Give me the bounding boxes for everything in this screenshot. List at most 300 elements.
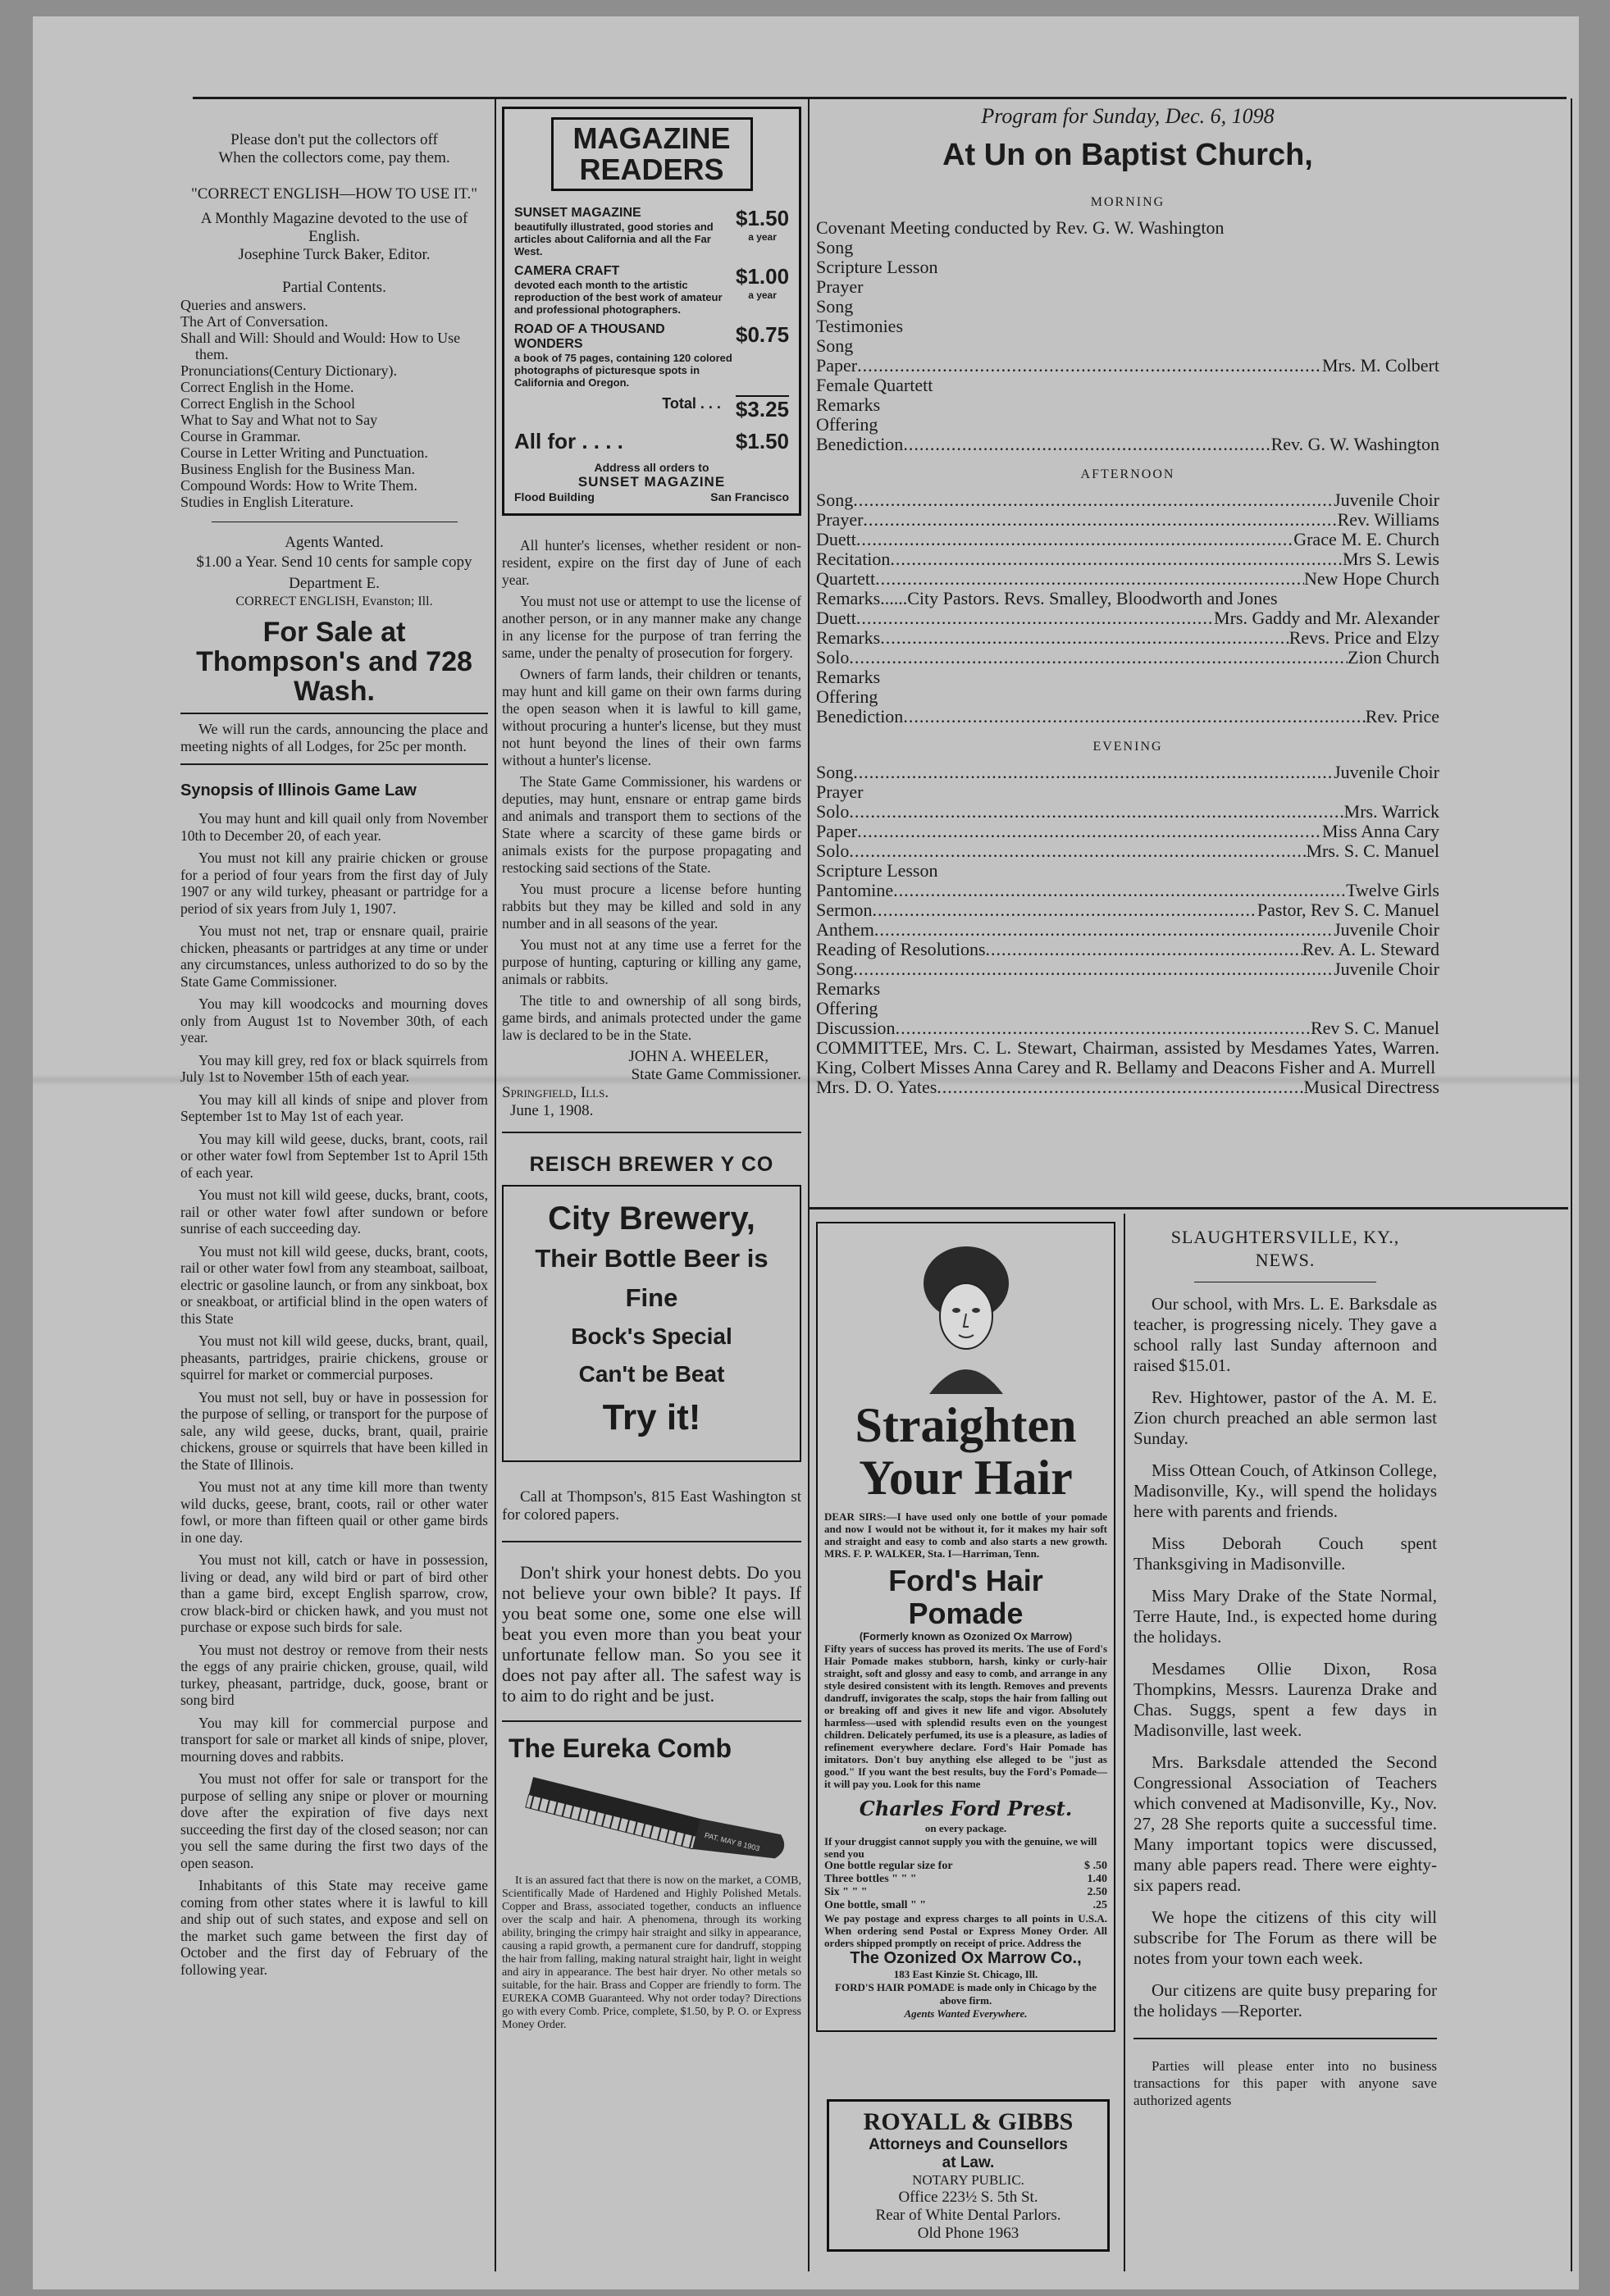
- program-row: [816, 569, 1439, 589]
- woman-portrait-icon: [913, 1238, 1019, 1394]
- news-paragraph: Rev. Hightower, pastor of the A. M. E. Zion church preached an able sermon last Sunday.: [1133, 1387, 1437, 1448]
- column-rule-3: [1124, 1214, 1125, 2271]
- royall-line-3: NOTARY PUBLIC.: [912, 2172, 1024, 2188]
- program-performer: Juvenile Choir: [1334, 959, 1439, 979]
- woman-portrait: [824, 1230, 1107, 1394]
- program-dateline: Program for Sunday, Dec. 6, 1098: [981, 104, 1275, 128]
- department: Department E.: [289, 575, 380, 592]
- license-paragraph: You must not use or attempt to use the license of another person, or in any manner make any change in any license for the purpose of tran ferring the same, under the penalty of prosecution for forgery.: [502, 593, 801, 661]
- contents-item: Course in Letter Writing and Punctuation.: [180, 444, 428, 461]
- hair-signature: Charles Ford Prest.: [859, 1797, 1073, 1820]
- leader-dots: [863, 510, 1337, 530]
- program-title: At Un on Baptist Church,: [942, 138, 1313, 172]
- program-performer: Rev. G. W. Washington: [1270, 434, 1439, 454]
- correct-english-desc: A Monthly Magazine devoted to the use of English.: [200, 210, 468, 245]
- license-paragraphs: [502, 537, 801, 1044]
- program-row: [816, 822, 1439, 841]
- program-performer: Mrs S. Lewis: [1343, 549, 1439, 569]
- program-item: Remarks: [816, 667, 881, 687]
- program-row: [816, 959, 1439, 979]
- leader-dots: [880, 628, 1289, 648]
- program-performer: Zion Church: [1348, 647, 1439, 667]
- correct-english-editor: Josephine Turck Baker, Editor.: [238, 246, 431, 263]
- program-performer: Mrs. S. C. Manuel: [1306, 840, 1439, 861]
- address-name: SUNSET MAGAZINE: [577, 474, 726, 490]
- leader-dots: [853, 959, 1334, 979]
- leader-dots: [896, 1018, 1311, 1038]
- magazine-item-name: CAMERA CRAFT: [514, 264, 620, 278]
- magazine-item-price: [736, 264, 789, 301]
- program-row: [816, 257, 1439, 277]
- magazine-item: [514, 206, 789, 257]
- agents-wanted: Agents Wanted.: [285, 534, 384, 551]
- hair-price-value: $ .50: [1084, 1860, 1107, 1872]
- leader-dots: [849, 841, 1306, 861]
- hair-price-value: .25: [1092, 1899, 1107, 1911]
- divider: [180, 763, 488, 765]
- program-performer: Grace M. E. Church: [1293, 529, 1439, 549]
- program-item: Prayer: [816, 781, 864, 802]
- committee: COMMITTEE, Mrs. C. L. Stewart, Chairman, assisted by Mesdames Yates, Warren. King, Colbert Misses Anna Carey and R. Bellamy and Deacons Fisher and A. Murrell: [816, 1037, 1439, 1077]
- leader-dots: [893, 881, 1346, 900]
- news-paragraph: Miss Deborah Couch spent Thanksgiving in Madisonville.: [1133, 1533, 1437, 1574]
- program-row: [816, 490, 1439, 510]
- program-performer: Rev S. C. Manuel: [1310, 1018, 1439, 1038]
- hair-price-label: One bottle, small " ": [824, 1899, 927, 1911]
- program-performer: Juvenile Choir: [1334, 919, 1439, 940]
- magazine-item: [514, 264, 789, 316]
- parties-notice: Parties will please enter into no business transactions for this paper with anyone save authorized agents: [1133, 2058, 1437, 2108]
- game-law-paragraph: You may kill for commercial purpose and transport for sale or market all kinds of snipe, plover, mourning doves and rabbits.: [180, 1714, 488, 1765]
- game-law-paragraph: You may kill woodcocks and mourning doves only from August 1st to November 30th, of each year.: [180, 995, 488, 1046]
- brewer-heading: REISCH BREWER Y CO: [529, 1153, 774, 1176]
- contents-item: The Art of Conversation.: [180, 313, 328, 330]
- program-row: [816, 782, 1439, 802]
- program-row: [816, 336, 1439, 356]
- program-row: [816, 1018, 1439, 1038]
- program-performer: Rev. Williams: [1337, 509, 1439, 530]
- program-performer: Pastor, Rev S. C. Manuel: [1257, 900, 1439, 920]
- program-item: Solo: [816, 647, 850, 667]
- lodge-cards-note: We will run the cards, announcing the place and meeting nights of all Lodges, for 25c per month.: [180, 721, 488, 754]
- hair-product-1: Ford's Hair: [888, 1564, 1043, 1597]
- divider: [502, 1720, 801, 1722]
- leader-dots: [875, 569, 1304, 589]
- program-row: [816, 687, 1439, 707]
- leader-dots: [903, 707, 1365, 727]
- news-paragraph: We hope the citizens of this city will subscribe for The Forum as there will be notes from your town each week.: [1133, 1907, 1437, 1968]
- program-performer: Revs. Price and Elzy: [1288, 627, 1439, 648]
- game-law-paragraph: Inhabitants of this State may receive game coming from other states where it is lawful to kill and ship out of such states, and expose and sell on the market such game between the first day of October and the first day of February of the following year.: [180, 1877, 488, 1978]
- hair-price-label: One bottle regular size for: [824, 1860, 953, 1872]
- magazine-readers-ad: [502, 107, 801, 516]
- news-paragraph: Miss Mary Drake of the State Normal, Terre Haute, Ind., is expected home during the holidays.: [1133, 1586, 1437, 1647]
- program-performer: Rev. Price: [1365, 706, 1439, 727]
- leader-dots: [857, 356, 1322, 376]
- contents-item: Studies in English Literature.: [180, 494, 353, 510]
- program-row: [816, 238, 1439, 257]
- game-law-title: Synopsis of Illinois Game Law: [180, 781, 417, 800]
- directress-row: [816, 1077, 1439, 1097]
- debts-note: Don't shirk your honest debts. Do you not believe your own bible? It pays. If you beat some one, some one else will beat you even more than you beat your unfortunate fellow man. So you see it does not pay after all. The safest way is to aim to do right and be just.: [502, 1562, 801, 1706]
- program-item: Song: [816, 335, 854, 356]
- contents-item: Business English for the Business Man.: [180, 461, 415, 477]
- game-law-paragraph: You must not kill wild geese, ducks, brant, coots, rail or other water fowl from any steamboat, sailboat, electric or gasoline launch, or from any sinkboat, box or sneakboat, or artificial blind in the open waters of this State: [180, 1242, 488, 1327]
- game-law-body: [180, 810, 488, 1978]
- hair-product-2: Pomade: [908, 1597, 1024, 1630]
- page-edge-rule: [1571, 98, 1572, 2271]
- program-item: Prayer: [816, 509, 864, 530]
- hair-headline-1: Straighten: [855, 1398, 1077, 1452]
- leader-dots: [853, 763, 1334, 782]
- program-row: [816, 277, 1439, 297]
- hair-druggist: If your druggist cannot supply you with the genuine, we will send you: [824, 1835, 1097, 1860]
- license-paragraph: The State Game Commissioner, his wardens or deputies, may hunt, ensnare or entrap game birds and animals and transport them to sections of the State where a scarcity of these game birds or animals exists for the purpose propagating and restocking said sections of the State.: [502, 773, 801, 876]
- program-item: Remarks: [816, 627, 881, 648]
- divider: [502, 1541, 801, 1542]
- brew-line-1: City Brewery,: [548, 1200, 755, 1237]
- brew-line-3: Bock's Special: [571, 1323, 732, 1349]
- program-row: [816, 802, 1439, 822]
- morning-label: MORNING: [1090, 195, 1165, 209]
- program-performer: Rev. A. L. Steward: [1302, 939, 1439, 959]
- program-item: Scripture Lesson: [816, 860, 938, 881]
- program-performer: Mrs. Warrick: [1343, 801, 1439, 822]
- price-unit: a year: [748, 231, 777, 243]
- program-row: [816, 628, 1439, 648]
- total-price: $3.25: [735, 397, 789, 421]
- price-value: $1.50: [736, 206, 790, 230]
- game-law-paragraph: You may kill grey, red fox or black squirrels from July 1st to November 15th of each year.: [180, 1051, 488, 1085]
- magazine-item-name: ROAD OF A THOUSAND WONDERS: [514, 322, 665, 351]
- program-row: [816, 920, 1439, 940]
- hair-pomade-ad: [816, 1222, 1115, 2032]
- magazine-title-1: MAGAZINE: [572, 121, 731, 155]
- license-paragraph: You must not at any time use a ferret for the purpose of hunting, capturing or killing any game, animals or rabbits.: [502, 936, 801, 987]
- program-row: [816, 608, 1439, 628]
- program-item: Testimonies: [816, 316, 904, 336]
- signer-title: State Game Commissioner.: [631, 1066, 801, 1083]
- newspaper-page: [33, 16, 1579, 2289]
- column-rule-1: [495, 98, 496, 2271]
- address-right: San Francisco: [710, 490, 789, 503]
- hair-on-package: on every package.: [924, 1822, 1007, 1834]
- program-row: [816, 940, 1439, 959]
- leader-dots: [986, 940, 1302, 959]
- column-1: [180, 131, 488, 1984]
- hair-agents: Agents Wanted Everywhere.: [904, 2007, 1028, 2020]
- program-item: Paper: [816, 821, 858, 841]
- game-law-paragraph: You must not kill wild geese, ducks, brant, coots, rail or other water fowl after sundown or before sunrise of each succeeding day.: [180, 1187, 488, 1237]
- program-item: Song: [816, 490, 854, 510]
- column-rule-2: [808, 98, 810, 2271]
- game-law-paragraph: You must not sell, buy or have in possession for the purpose of selling, or transport for the purpose of sale, any wild geese, ducks, brant, quail, prairie chickens, grouse or squirrels that have been killed in the State of Illinois.: [180, 1388, 488, 1473]
- program-row: [816, 999, 1439, 1018]
- royall-gibbs-ad: [827, 2099, 1110, 2252]
- partial-contents-heading: Partial Contents.: [282, 279, 386, 296]
- program-item: Quartett: [816, 568, 876, 589]
- program-item: Covenant Meeting conducted by Rev. G. W. Washington: [816, 217, 1225, 238]
- program-item: Female Quartett: [816, 375, 933, 395]
- all-for-label: All for . . . .: [514, 429, 623, 453]
- contents-item: Course in Grammar.: [180, 428, 301, 444]
- magazine-item-desc: a book of 75 pages, containing 120 colored photographs of picturesque spots in California and Oregon.: [514, 352, 732, 389]
- contents-item: Shall and Will: Should and Would: How to Use them.: [180, 330, 461, 362]
- program-item: Remarks: [816, 978, 881, 999]
- contents-item: Compound Words: How to Write Them.: [180, 477, 417, 494]
- contents-list: [180, 297, 488, 510]
- for-sale-heading: For Sale at Thompson's and 728 Wash.: [196, 617, 472, 707]
- hair-made-in: FORD'S HAIR POMADE is made only in Chicago by the above firm.: [835, 1981, 1097, 2007]
- leader-dots: [872, 900, 1257, 920]
- all-for-price: $1.50: [735, 429, 789, 453]
- brew-line-2: Their Bottle Beer is Fine: [535, 1244, 769, 1312]
- leader-dots: [849, 802, 1343, 822]
- program-row: [816, 979, 1439, 999]
- program-row: [816, 415, 1439, 435]
- news-paragraph: Mrs. Barksdale attended the Second Congressional Association of Teachers which convened at Madisonville, Ky., Nov. 27, 28 She reports quite a successful time. Many important topics were discussed, many able papers read. There were eighty-six papers read.: [1133, 1752, 1437, 1895]
- program-performer: Twelve Girls: [1346, 880, 1439, 900]
- magazine-title-2: READERS: [579, 153, 724, 186]
- game-law-paragraph: You may hunt and kill quail only from November 10th to December 20, of each year.: [180, 810, 488, 844]
- license-paragraph: The title to and ownership of all song birds, game birds, and animals protected under the game law is declared to be in the State.: [502, 992, 801, 1043]
- afternoon-label: AFTERNOON: [1080, 467, 1175, 481]
- contents-item: Queries and answers.: [180, 297, 307, 313]
- slaughtersville-title-2: NEWS.: [1255, 1250, 1316, 1270]
- leader-dots: [903, 435, 1270, 454]
- collector-note-2: When the collectors come, pay them.: [218, 149, 450, 166]
- hair-testimonial: DEAR SIRS:—I have used only one bottle of your pomade and now I would not be without it, for it makes my hair soft and straight and easy to comb and also starts a new growth. MRS. F. P. WALKER, Sta. I—Harriman, Tenn.: [824, 1510, 1107, 1560]
- program-row: [816, 707, 1439, 727]
- brewery-ad: [502, 1185, 801, 1462]
- price-value: $1.00: [736, 264, 790, 289]
- program-item: Benediction: [816, 706, 904, 727]
- signer-place: Springfield, Ills.: [502, 1084, 609, 1101]
- eureka-title: The Eureka Comb: [509, 1733, 732, 1763]
- correct-english-address: CORRECT ENGLISH, Evanston; Ill.: [235, 594, 433, 608]
- hair-prices: [824, 1860, 1107, 1912]
- magazine-item-desc: beautifully illustrated, good stories and articles about California and all the Far West.: [514, 221, 714, 257]
- program-item: Remarks: [816, 394, 881, 415]
- program-item: Song: [816, 959, 854, 979]
- magazine-item-desc: devoted each month to the artistic reproduction of the best work of amateur and professional photographers.: [514, 279, 723, 316]
- game-law-paragraph: You must not kill, catch or have in possession, living or dead, any wild bird or part of bird other than a game bird, except English sparrow, crow, crow black-bird or chicken hawk, and you must not purchase or expose such birds for sale.: [180, 1551, 488, 1635]
- comb-label: PAT. MAY 8 1903: [703, 1830, 761, 1853]
- program-item: Sermon: [816, 900, 873, 920]
- program-row: [816, 510, 1439, 530]
- license-paragraph: Owners of farm lands, their children or tenants, may hunt and kill game on their own farms during the open season when it is lawful to kill game, without procuring a hunter's license, but they must not hunt beyond the lines of their own farms without a hunter's license.: [502, 666, 801, 768]
- program-item: Recitation: [816, 549, 891, 569]
- program-item: Offering: [816, 414, 878, 435]
- program-item: Paper: [816, 355, 858, 376]
- magazine-item-name: SUNSET MAGAZINE: [514, 206, 641, 220]
- program-row: [816, 317, 1439, 336]
- program-item: Reading of Resolutions: [816, 939, 986, 959]
- program-row: [816, 881, 1439, 900]
- news-paragraph: Miss Ottean Couch, of Atkinson College, Madisonville, Ky., will spend the holidays here with parents and friends.: [1133, 1460, 1437, 1521]
- game-law-paragraph: You must not destroy or remove from their nests the eggs of any prairie chicken, grouse, quail, wild turkey, pheasant, partridge, duck, goose, brant or song bird: [180, 1641, 488, 1708]
- slaughtersville-news: [1133, 1226, 1437, 2109]
- program-item: Prayer: [816, 276, 864, 297]
- slaughtersville-title-1: SLAUGHTERSVILLE, KY.,: [1170, 1227, 1400, 1247]
- magazine-item-text: [514, 322, 736, 389]
- program-row: [816, 589, 1439, 608]
- program-row: [816, 549, 1439, 569]
- program-row: [816, 861, 1439, 881]
- game-law-paragraph: You must not kill any prairie chicken or grouse for a period of four years from the first day of July 1907 or any wild turkey, pheasant or partridge for a period of six years from July 1, 1907.: [180, 850, 488, 917]
- news-paragraph: Our citizens are quite busy preparing for the holidays —Reporter.: [1133, 1980, 1437, 2020]
- program-row: [816, 530, 1439, 549]
- news-paragraph: Our school, with Mrs. L. E. Barksdale as teacher, is progressing nicely. They gave a school rally last Sunday afternoon and raised $15.01.: [1133, 1294, 1437, 1375]
- signer-date: June 1, 1908.: [510, 1102, 594, 1119]
- morning-list: [816, 218, 1439, 454]
- directress-role: Musical Directress: [1303, 1077, 1439, 1097]
- leader-dots: [857, 822, 1322, 841]
- program-row: [816, 395, 1439, 415]
- hair-price-label: Three bottles " " ": [824, 1873, 917, 1885]
- hair-price-value: 2.50: [1087, 1886, 1107, 1898]
- game-law-paragraph: You may kill all kinds of snipe and plover from September 1st to May 1st of each year.: [180, 1091, 488, 1124]
- brew-line-4: Can't be Beat: [578, 1361, 725, 1387]
- hair-price-row: [824, 1860, 1107, 1873]
- royall-line-1: Attorneys and Counsellors: [869, 2136, 1068, 2153]
- divider: [180, 713, 488, 714]
- hair-price-row: [824, 1899, 1107, 1912]
- divider: [1133, 2038, 1437, 2039]
- subscription-price: $1.00 a Year. Send 10 cents for sample copy: [196, 554, 472, 571]
- comb-illustration: [502, 1770, 801, 1868]
- evening-list: [816, 763, 1439, 1038]
- church-program: [816, 105, 1439, 1097]
- hair-price-value: 1.40: [1087, 1873, 1107, 1885]
- game-law-paragraph: You must not net, trap or ensnare quail, prairie chicken, pheasants or partridges at any time or under any circumstances, unless authorized to do so by the State Game Commissioner.: [180, 922, 488, 990]
- game-law-paragraph: You must not offer for sale or transport for the purpose of selling any snipe or plover or mourning dove after the expiration of five days next succeeding the first day of the closed season; nor can you sell the same during the first two days of the open season.: [180, 1770, 488, 1871]
- magazine-item: [514, 322, 789, 389]
- price-unit: a year: [748, 289, 777, 301]
- leader-dots: [890, 549, 1343, 569]
- program-item: Offering: [816, 686, 878, 707]
- divider: [502, 1132, 801, 1133]
- royall-line-5: Rear of White Dental Parlors.: [875, 2207, 1061, 2224]
- program-performer: New Hope Church: [1304, 568, 1439, 589]
- brew-line-5: Try it!: [602, 1397, 701, 1437]
- royall-line-2: at Law.: [942, 2154, 995, 2171]
- game-law-paragraph: You must not kill wild geese, ducks, brant, quail, pheasants, partridges, prairie chickens, grouse or squirrel for market or commercial purposes.: [180, 1332, 488, 1383]
- hair-price-row: [824, 1886, 1107, 1899]
- total-label: Total . . .: [662, 395, 721, 412]
- program-performer: Juvenile Choir: [1334, 762, 1439, 782]
- hair-company-address: 183 East Kinzie St. Chicago, Ill.: [893, 1968, 1038, 1980]
- directress-name: Mrs. D. O. Yates: [816, 1077, 937, 1097]
- program-performer: Mrs. Gaddy and Mr. Alexander: [1214, 608, 1439, 628]
- leader-dots: [856, 530, 1293, 549]
- program-item: Pantomine: [816, 880, 894, 900]
- hair-price-label: Six " " ": [824, 1886, 868, 1898]
- program-item: Solo: [816, 801, 850, 822]
- leader-dots: [849, 648, 1348, 667]
- program-item: Discussion: [816, 1018, 896, 1038]
- hair-headline-2: Your Hair: [859, 1451, 1073, 1505]
- royall-line-6: Old Phone 1963: [917, 2225, 1019, 2242]
- game-law-paragraph: You must not at any time kill more than twenty wild ducks, geese, brant, coots, rail or other water fowl, or more than fifteen quail or other game birds in one day.: [180, 1478, 488, 1546]
- address-line: Address all orders to: [594, 461, 709, 474]
- program-item: Song: [816, 237, 854, 257]
- slaughtersville-paragraphs: [1133, 1294, 1437, 2021]
- magazine-item-text: [514, 206, 736, 257]
- magazine-item-text: [514, 264, 736, 316]
- program-item: Song: [816, 296, 854, 317]
- signer-name: JOHN A. WHEELER,: [628, 1048, 769, 1065]
- news-paragraph: Mesdames Ollie Dixon, Rosa Thompkins, Messrs. Laurenza Drake and Chas. Suggs, spent a few days in Madisonville, last week.: [1133, 1659, 1437, 1740]
- leader-dots: [853, 490, 1334, 510]
- program-row: [816, 356, 1439, 376]
- license-paragraph: All hunter's licenses, whether resident or non-resident, expire on the first day of June of each year.: [502, 537, 801, 588]
- program-row: [816, 297, 1439, 317]
- program-item: Duett: [816, 529, 856, 549]
- program-item: Remarks......City Pastors. Revs. Smalley, Bloodworth and Jones: [816, 588, 1278, 608]
- magazine-item-price: [736, 206, 789, 243]
- program-row: [816, 763, 1439, 782]
- contents-item: Correct English in the Home.: [180, 379, 354, 395]
- price-value: $0.75: [736, 322, 790, 347]
- program-bottom-rule: [810, 1207, 1568, 1210]
- program-row: [816, 667, 1439, 687]
- program-row: [816, 900, 1439, 920]
- hair-formerly: (Formerly known as Ozonized Ox Marrow): [859, 1630, 1073, 1642]
- program-item: Scripture Lesson: [816, 257, 938, 277]
- program-row: [816, 648, 1439, 667]
- program-performer: Juvenile Choir: [1334, 490, 1439, 510]
- magazine-items: [514, 206, 789, 389]
- program-row: [816, 841, 1439, 861]
- collector-note-1: Please don't put the collectors off: [230, 131, 438, 148]
- program-row: [816, 435, 1439, 454]
- program-item: Offering: [816, 998, 878, 1018]
- correct-english-title: "CORRECT ENGLISH—HOW TO USE IT.": [191, 185, 477, 203]
- program-performer: Miss Anna Cary: [1322, 821, 1439, 841]
- program-item: Benediction: [816, 434, 904, 454]
- comb-icon: [502, 1770, 801, 1868]
- royall-line-4: Office 223½ S. 5th St.: [898, 2189, 1038, 2206]
- royall-name: ROYALL & GIBBS: [863, 2108, 1074, 2135]
- program-item: Song: [816, 762, 854, 782]
- program-item: Solo: [816, 840, 850, 861]
- contents-item: What to Say and What not to Say: [180, 412, 378, 428]
- game-law-paragraph: You may kill wild geese, ducks, brant, coots, rail or other water fowl from September 1st to April 15th of each year.: [180, 1130, 488, 1181]
- colored-papers-note: Call at Thompson's, 815 East Washington st for colored papers.: [502, 1488, 801, 1524]
- program-item: Anthem: [816, 919, 874, 940]
- license-paragraph: You must procure a license before hunting rabbits but they may be killed and sold in any number and in all seasons of the year.: [502, 881, 801, 932]
- program-row: [816, 218, 1439, 238]
- hair-company: The Ozonized Ox Marrow Co.,: [850, 1949, 1082, 1967]
- magazine-item-price: [736, 322, 789, 348]
- program-row: [816, 376, 1439, 395]
- hair-price-row: [824, 1873, 1107, 1886]
- program-performer: Mrs. M. Colbert: [1322, 355, 1439, 376]
- leader-dots: [856, 608, 1214, 628]
- program-item: Duett: [816, 608, 856, 628]
- evening-label: EVENING: [1092, 740, 1163, 754]
- address-left: Flood Building: [514, 490, 595, 503]
- contents-item: Pronunciations(Century Dictionary).: [180, 362, 397, 379]
- eureka-body: It is an assured fact that there is now on the market, a COMB, Scientifically Made of Hardened and Highly Polished Metals. Copper and Brass, associated together, conducts an influence over the scalp and hair. A phenomena, through its working ability, bringing the crimpy hair straight and silky in appearance, causing a rapid growth, a permanent cure for dandruff, stopping the hair from falling, making natural straight hair, light in weight and airy in appearance. The best hair dryer. No other metals so suitable, for the hair. Brass and Copper are friendly to form. The EUREKA COMB Guaranteed. Why not order today? Directions go with every Comb. Price, complete, $1.50, by P. O. or Express Money Order.: [502, 1875, 801, 2031]
- column-2: [502, 107, 801, 2032]
- top-rule: [193, 97, 1567, 99]
- contents-item: Correct English in the School: [180, 395, 355, 412]
- afternoon-list: [816, 490, 1439, 727]
- hair-body: Fifty years of success has proved its merits. The use of Ford's Hair Pomade makes stubborn, harsh, kinky or curly-hair straight, soft and glossy and easy to comb, and arrange in any style desired consistent with its length. Removes and prevents dandruff, invigorates the scalp, stops the hair from falling out or breaking off and gives it new life and vigor. Absolutely harmless—used with splendid results even on the youngest children. Delicately perfumed, its use is a pleasure, as ladies of refinement everywhere declare. Ford's Hair Pomade has imitators. Don't buy anything else alleged to be "just as good." If you want the best results, buy the Ford's Pomade—it will pay you. Look for this name: [824, 1642, 1107, 1790]
- leader-dots: [874, 920, 1334, 940]
